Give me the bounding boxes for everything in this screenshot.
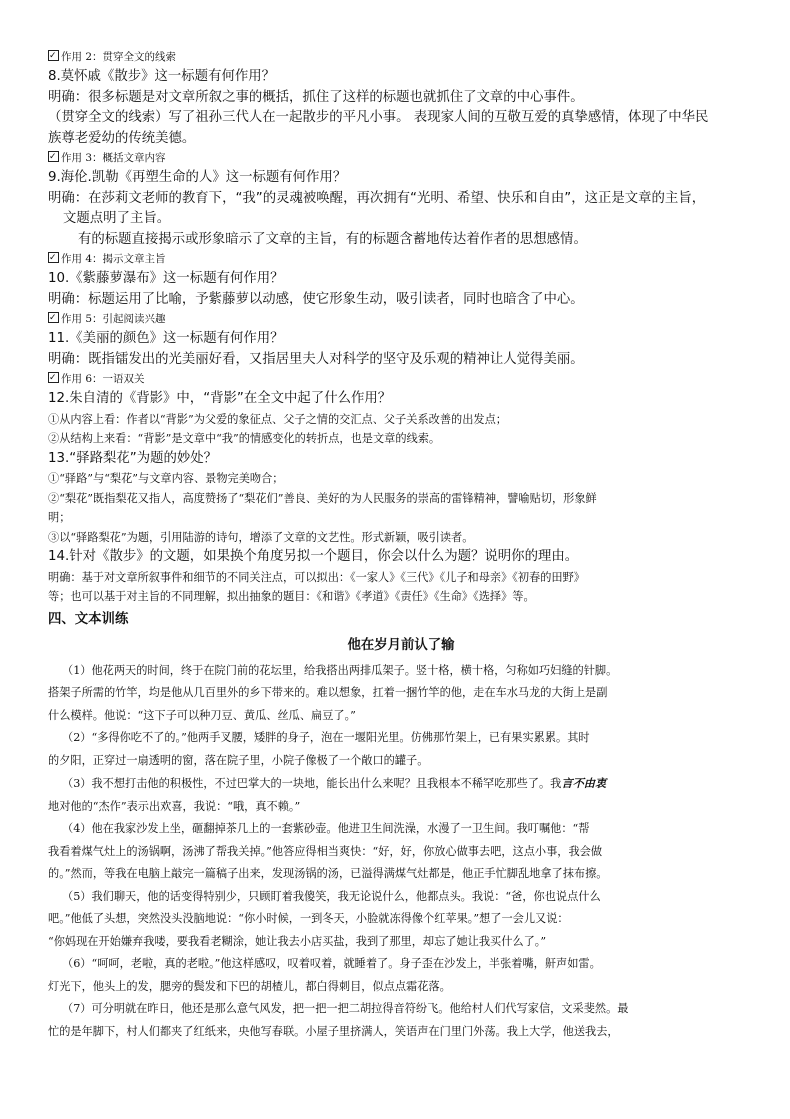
- answer: 等；也可以基于对主旨的不同理解，拟出抽象的题目：《和谐》《孝道》《责任》《生命》《选择》等。: [48, 590, 535, 603]
- checkbox-icon: [48, 50, 59, 61]
- usage-tag: ✓作用 4：揭示文章主旨: [48, 250, 754, 269]
- question: 10.《紫藤萝瀑布》这一标题有何作用？: [48, 271, 284, 286]
- story-paragraph-4: （4）他在我家沙发上坐，砸翻掉茶几上的一套紫砂壶。他进卫生间洗澡，水漫了一卫生间。我叮嘱他：“帮 我看着煤气灶上的汤锅啊，汤沸了帮我关掉。”他答应得相当爽快：“好，好，你放心做事去吧，这点小事，我会做 的。”然而，等我在电脑上敲完一篇稿子出来，发现汤锅的汤，已溢得满煤气灶都是，他正手忙脚乱地拿了抹布擦。: [48, 822, 608, 880]
- checkbox-icon: [48, 312, 59, 323]
- story-paragraph-6: （6）“呵呵，老啦，真的老啦。”他这样感叹，叹着叹着，就睡着了。身子歪在沙发上，半张着嘴，鼾声如雷。 灯光下，他头上的发，腮旁的鬓发和下巴的胡楂儿，都白得刺目，似点点霜花落。: [48, 957, 601, 993]
- story-title: 他在岁月前认了输: [347, 637, 455, 653]
- answer: 明确：标题运用了比喻，予紫藤萝以动感，使它形象生动，吸引读者，同时也暗含了中心。: [48, 291, 584, 307]
- usage-tag: ✓作用 5：引起阅读兴趣: [48, 310, 754, 329]
- story-paragraph-5: （5）我们聊天，他的话变得特别少，只顾盯着我傻笑，我无论说什么，他都点头。我说：“爸，你也说点什么 吧。”他低了头想，突然没头没脑地说：“你小时候，一到冬天，小脸就冻得像个红苹果。”想了一会儿又说： “你妈现在开始嫌弃我喽，要我看老糊涂，她让我去小店买盐，我到了那里，却忘了她让我买什么了。”: [48, 889, 601, 948]
- answer: 明确：既指镭发出的光美丽好看，又指居里夫人对科学的坚守及乐观的精神让人觉得美丽。: [48, 351, 584, 367]
- answer: ①“驿路”与“梨花”与文章内容、景物完美吻合；: [48, 472, 284, 485]
- answer: ②“梨花”既指梨花又指人，高度赞扬了“梨花们”善良、美好的为人民服务的崇高的雷锋精神，譬喻贴切，形象鲜: [48, 491, 597, 505]
- question: 12.朱自清的《背影》中，“背影”在全文中起了什么作用？: [48, 391, 392, 406]
- answer: ②从结构上来看：“背影”是文章中“我”的情感变化的转折点，也是文章的线索。: [48, 432, 441, 445]
- question: 13.“驿路梨花”为题的妙处？: [48, 450, 218, 466]
- answer: 明；: [48, 511, 71, 524]
- usage-tag: ✓作用 2：贯穿全文的线索: [48, 48, 754, 67]
- answer: 文题点明了主旨。: [63, 211, 171, 226]
- question: 14.针对《散步》的文题，如果换个角度另拟一个题目，你会以什么为题？说明你的理由。: [48, 549, 579, 564]
- question: 9.海伦.凯勒《再塑生命的人》这一标题有何作用？: [48, 170, 347, 185]
- checkbox-icon: [48, 151, 59, 162]
- section-heading: 四、文本训练: [48, 611, 129, 627]
- story-paragraph-2: （2）“多得你吃不了的。”他两手叉腰，矮胖的身子，泡在一堰阳光里。仿佛那竹架上，已有果实累累。其时 的夕阳，正穿过一扇透明的窗，落在院子里，小院子像极了一个敞口的罐子。: [48, 731, 590, 767]
- story-paragraph-3: （3）我不想打击他的积极性，不过巴掌大的一块地，能长出什么来呢？且我根本不稀罕吃那些了。我言不由衷 地对他的“杰作”表示出欢喜，我说：“哦，真不赖。”: [48, 776, 607, 813]
- emphasis-text: 言不由衷: [561, 776, 607, 790]
- answer: 明确：在莎莉文老师的教育下，“我”的灵魂被唤醒，再次拥有“光明、希望、快乐和自由”，这正是文章的主旨，: [48, 190, 706, 206]
- story-paragraph-1: （1）他花两天的时间，终于在院门前的花坛里，给我搭出两排瓜架子。竖十格，横十格，匀称如巧妇缝的针脚。 搭架子所需的竹竿，均是他从几百里外的乡下带来的。难以想象，扛着一捆竹竿的他，走在车水马龙的大街上是副 什么模样。他说：“这下子可以种刀豆、黄瓜、丝瓜、扁豆了。”: [48, 663, 618, 722]
- usage-tag: ✓作用 3：概括文章内容: [48, 149, 754, 168]
- checkbox-icon: [48, 372, 59, 383]
- answer: 有的标题直接揭示或形象暗示了文章的主旨，有的标题含蓄地传达着作者的思想感情。: [78, 231, 587, 247]
- answer: ①从内容上看：作者以“背影”为父爱的象征点、父子之情的交汇点、父子关系改善的出发点；: [48, 412, 507, 426]
- answer: 明确：很多标题是对文章所叙之事的概括，抓住了这样的标题也就抓住了文章的中心事件。: [48, 89, 584, 105]
- story-paragraph-7: （7）可分明就在昨日，他还是那么意气风发，把一把一把二胡拉得音符纷飞。他给村人们代写家信，文采斐然。最 忙的是年脚下，村人们都夹了红纸来，央他写春联。小屋子里挤满人，笑语声在门里门外荡。我上大学，他送我去，: [48, 1002, 629, 1038]
- checkbox-icon: [48, 252, 59, 263]
- question: 11.《美丽的颜色》这一标题有何作用？: [48, 331, 284, 346]
- answer: 族尊老爱幼的传统美德。: [48, 130, 196, 146]
- answer: ③以“驿路梨花”为题，引用陆游的诗句，增添了文章的文艺性。形式新颖，吸引读者。: [48, 530, 474, 544]
- usage-tag: ✓作用 6：一语双关: [48, 370, 754, 389]
- question: 8.莫怀戚《散步》这一标题有何作用？: [48, 69, 276, 84]
- answer: 明确：基于对文章所叙事件和细节的不同关注点，可以拟出：《一家人》《三代》《儿子和母亲》《初春的田野》: [48, 570, 585, 584]
- answer: （贯穿全文的线索）写了祖孙三代人在一起散步的平凡小事。 表现家人间的互敬互爱的真挚感情，体现了中华民: [48, 110, 709, 125]
